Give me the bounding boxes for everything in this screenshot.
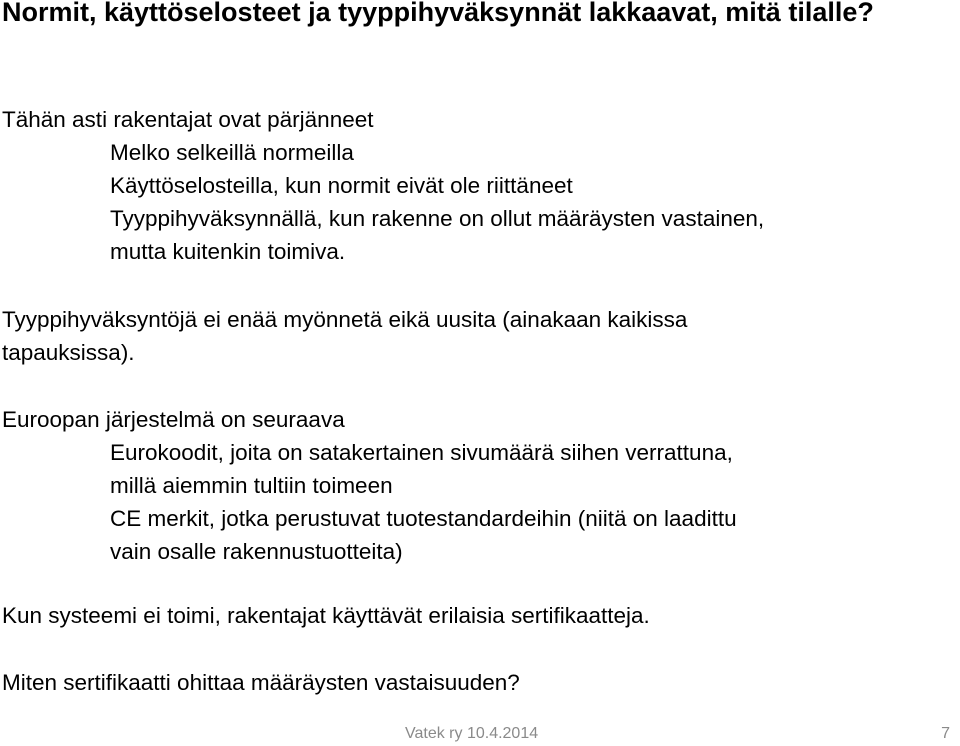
section-certificates [0, 599, 940, 632]
european-system-intro: Euroopan järjestelmä on seuraava [2, 407, 345, 432]
type-approvals-line-1: Tyyppihyväksyntöjä ei enää myönnetä eikä uusita (ainakaan kaikissa [2, 307, 688, 332]
section-builders-intro: Tähän asti rakentajat ovat pärjänneet [2, 107, 374, 132]
list-item: Melko selkeillä normeilla [110, 140, 354, 165]
list-item: Eurokoodit, joita on satakertainen sivumäärä siihen verrattuna, [110, 440, 733, 465]
list-item: vain osalle rakennustuotteita) [110, 539, 403, 564]
type-approvals-line-2: tapauksissa). [2, 340, 135, 365]
section-european-system [0, 403, 940, 568]
footer-text: Vatek ry 10.4.2014 [405, 725, 539, 742]
slide-title: Normit, käyttöselosteet ja tyyppihyväksynnät lakkaavat, mitä tilalle? [2, 0, 874, 27]
list-item: Tyyppihyväksynnällä, kun rakenne on ollut määräysten vastainen, [110, 206, 765, 231]
page-number: 7 [941, 725, 950, 742]
certificates-text: Kun systeemi ei toimi, rakentajat käyttävät erilaisia sertifikaatteja. [2, 603, 650, 628]
section-question [0, 666, 940, 699]
list-item: mutta kuitenkin toimiva. [110, 239, 346, 264]
section-builders [0, 103, 940, 268]
question-text: Miten sertifikaatti ohittaa määräysten vastaisuuden? [2, 670, 520, 695]
list-item: CE merkit, jotka perustuvat tuotestandardeihin (niitä on laadittu [110, 506, 737, 531]
list-item: millä aiemmin tultiin toimeen [110, 473, 393, 498]
section-type-approvals [0, 303, 940, 369]
list-item: Käyttöselosteilla, kun normit eivät ole riittäneet [110, 173, 573, 198]
